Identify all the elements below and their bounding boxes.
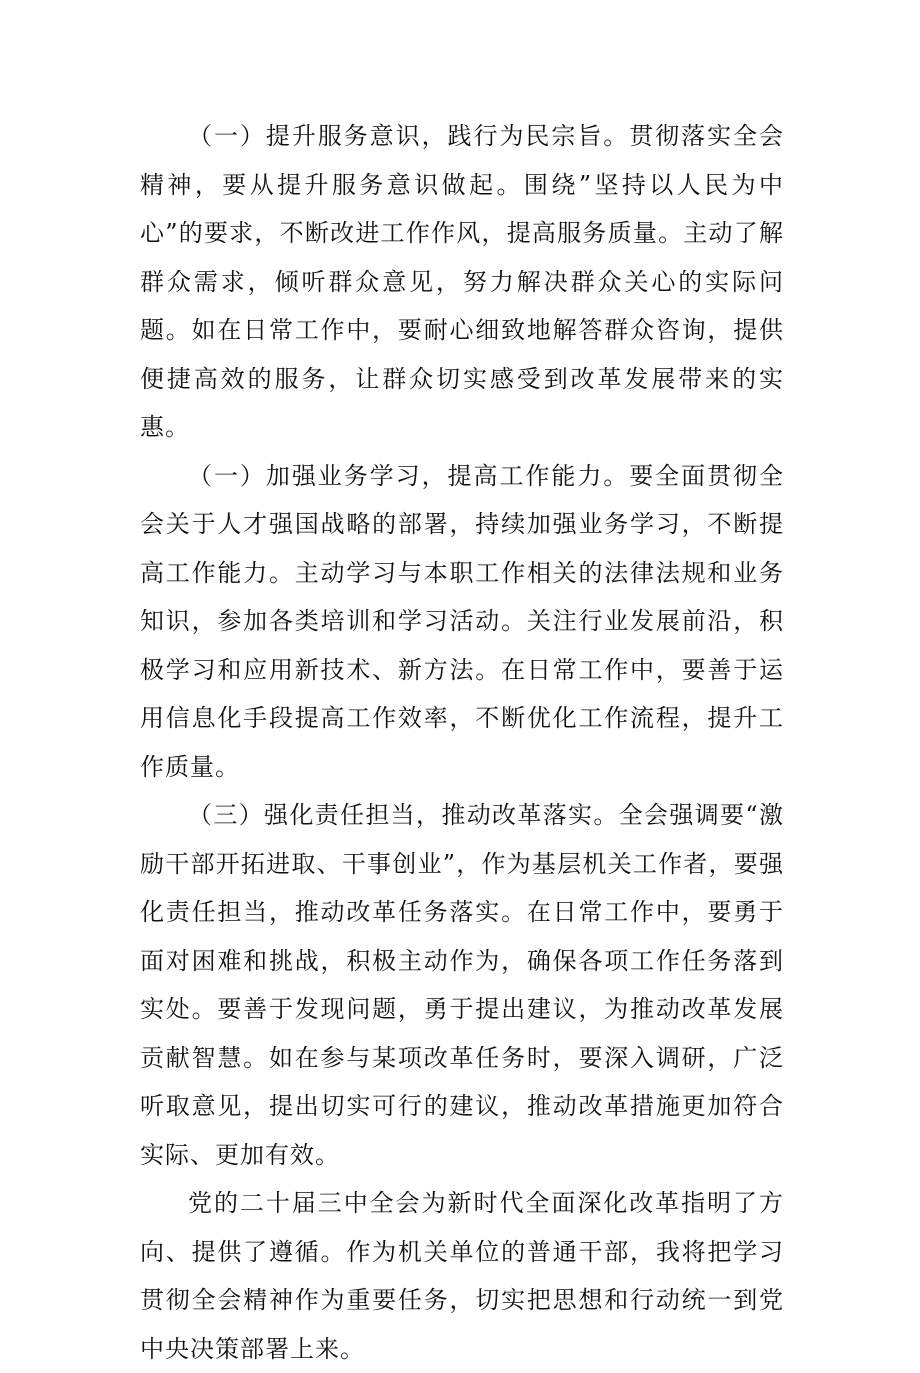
paragraph-business-learning: （一）加强业务学习，提高工作能力。要全面贯彻全会关于人才强国战略的部署，持续加强业务学习，不断提高工作能力。主动学习与本职工作相关的法律法规和业务知识，参加各类培训和学习活动。关注行业发展前沿，积极学习和应用新技术、新方法。在日常工作中，要善于运用信息化手段提高工作效率，不断优化工作流程，提升工作质量。 xyxy=(140,461,784,781)
document-body xyxy=(140,112,784,1373)
paragraph-conclusion: 党的二十届三中全会为新时代全面深化改革指明了方向、提供了遵循。作为机关单位的普通干部，我将把学习贯彻全会精神作为重要任务，切实把思想和行动统一到党中央决策部署上来。 xyxy=(140,1189,784,1363)
paragraph-responsibility: （三）强化责任担当，推动改革落实。全会强调要“激励干部开拓进取、干事创业”，作为基层机关工作者，要强化责任担当，推动改革任务落实。在日常工作中，要勇于面对困难和挑战，积极主动作为，确保各项工作任务落到实处。要善于发现问题，勇于提出建议，为推动改革发展贡献智慧。如在参与某项改革任务时，要深入调研，广泛听取意见，提出切实可行的建议，推动改革措施更加符合实际、更加有效。 xyxy=(140,801,784,1169)
paragraph-service-awareness: （一）提升服务意识，践行为民宗旨。贯彻落实全会精神，要从提升服务意识做起。围绕”坚持以人民为中心”的要求，不断改进工作作风，提高服务质量。主动了解群众需求，倾听群众意见，努力解决群众关心的实际问题。如在日常工作中，要耐心细致地解答群众咨询，提供便捷高效的服务，让群众切实感受到改革发展带来的实惠。 xyxy=(140,122,784,441)
